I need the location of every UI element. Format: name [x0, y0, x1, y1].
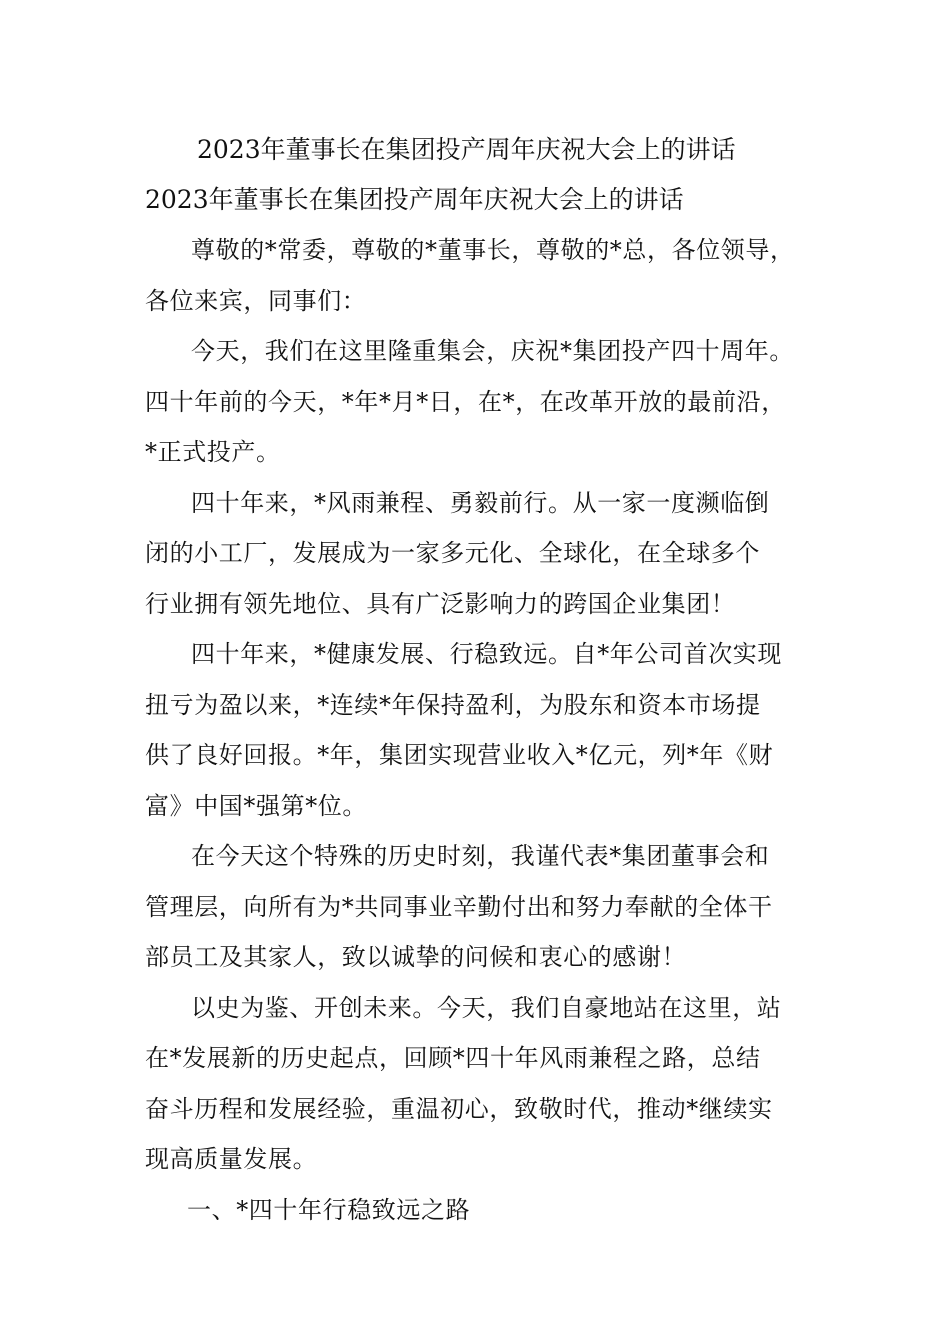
- document-body: [145, 125, 825, 1235]
- document-title: 2023年董事长在集团投产周年庆祝大会上的讲话: [197, 135, 736, 164]
- paragraph-line: 各位来宾，同事们：: [145, 286, 367, 315]
- paragraph-line: 管理层，向所有为*共同事业辛勤付出和努力奉献的全体干: [145, 892, 773, 921]
- paragraph-line: 闭的小工厂，发展成为一家多元化、全球化，在全球多个: [145, 539, 760, 567]
- paragraph-line: 以史为鉴、开创未来。今天，我们自豪地站在这里，站: [191, 993, 782, 1022]
- paragraph-line: 行业拥有领先地位、具有广泛影响力的跨国企业集团！: [145, 589, 736, 618]
- paragraph-opening: [145, 326, 825, 478]
- paragraph-line: 扭亏为盈以来，*连续*年保持盈利，为股东和资本市场提: [145, 690, 761, 719]
- section-heading: 一、*四十年行稳致远之路: [187, 1195, 471, 1224]
- paragraph-line: 四十年来，*健康发展、行稳致远。自*年公司首次实现: [191, 640, 782, 668]
- paragraph-line: 尊敬的*常委，尊敬的*董事长，尊敬的*总，各位领导，: [191, 236, 795, 264]
- paragraph-line: 在今天这个特殊的历史时刻，我谨代表*集团董事会和: [191, 842, 770, 870]
- paragraph-performance: [145, 629, 825, 831]
- paragraph-growth: [145, 478, 825, 630]
- paragraph-line: 四十年前的今天，*年*月*日，在*，在改革开放的最前沿，: [145, 387, 786, 416]
- paragraph-line: 供了良好回报。*年，集团实现营业收入*亿元，列*年《财: [145, 741, 774, 769]
- paragraph-line: 今天，我们在这里隆重集会，庆祝*集团投产四十周年。: [191, 337, 794, 365]
- paragraph-greeting: [145, 225, 825, 326]
- paragraph-line: 四十年来，*风雨兼程、勇毅前行。从一家一度濒临倒: [191, 488, 770, 517]
- paragraph-line: 现高质量发展。: [145, 1145, 318, 1173]
- document-title-repeat: 2023年董事长在集团投产周年庆祝大会上的讲话: [145, 185, 684, 214]
- paragraph-future: [145, 983, 825, 1185]
- paragraph-line: 奋斗历程和发展经验，重温初心，致敬时代，推动*继续实: [145, 1094, 773, 1123]
- paragraph-line: 部员工及其家人，致以诚挚的问候和衷心的感谢！: [145, 943, 687, 971]
- paragraph-line: 在*发展新的历史起点，回顾*四十年风雨兼程之路，总结: [145, 1044, 761, 1072]
- paragraph-thanks: [145, 831, 825, 983]
- paragraph-line: *正式投产。: [145, 438, 281, 466]
- paragraph-line: 富》中国*强第*位。: [145, 791, 367, 820]
